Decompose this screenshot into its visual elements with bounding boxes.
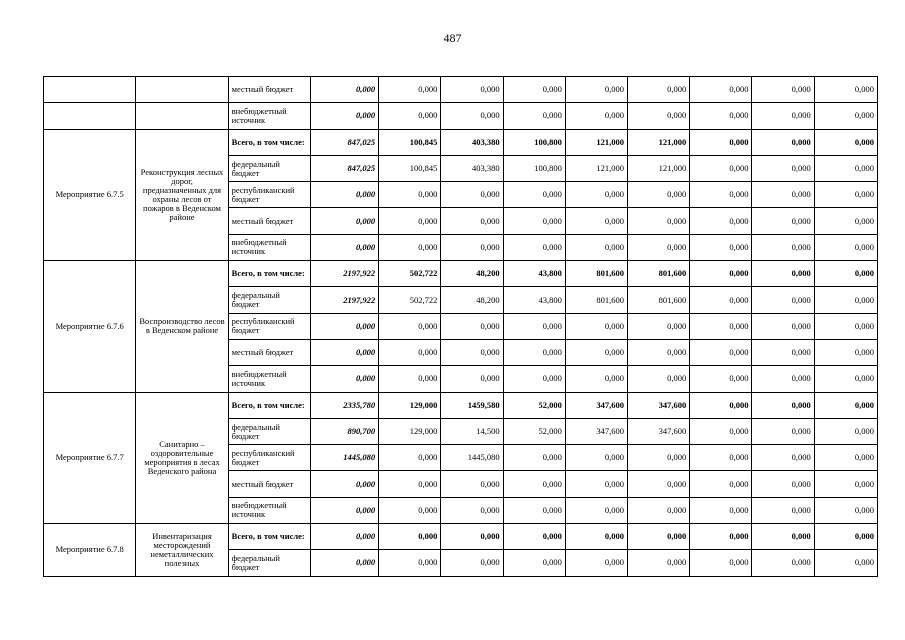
year-value-cell: 129,000 [379,418,441,444]
year-value-cell: 0,000 [814,418,877,444]
total-cell: 890,700 [310,418,378,444]
year-value-cell: 0,000 [565,445,627,471]
year-value-cell: 0,000 [379,313,441,339]
year-value-cell: 0,000 [752,524,814,550]
funding-source-cell: федеральный бюджет [228,550,310,576]
year-value-cell: 0,000 [752,313,814,339]
year-value-cell: 0,000 [379,471,441,497]
total-cell: 0,000 [310,497,378,523]
year-value-cell: 0,000 [814,313,877,339]
year-value-cell: 0,000 [752,392,814,418]
year-value-cell: 100,800 [503,155,565,181]
year-value-cell: 0,000 [690,103,752,129]
year-value-cell: 0,000 [503,234,565,260]
year-value-cell: 0,000 [503,445,565,471]
description-cell: Реконструкция лесных дорог, предназначенных для охраны лесов от пожаров в Веденском районе [136,129,228,260]
year-value-cell: 0,000 [690,497,752,523]
year-value-cell: 0,000 [503,339,565,365]
year-value-cell: 0,000 [814,129,877,155]
year-value-cell: 1445,080 [441,445,503,471]
year-value-cell: 0,000 [690,339,752,365]
year-value-cell: 0,000 [503,550,565,576]
year-value-cell: 0,000 [503,182,565,208]
year-value-cell: 52,000 [503,418,565,444]
year-value-cell: 0,000 [628,445,690,471]
year-value-cell: 0,000 [690,392,752,418]
year-value-cell: 0,000 [503,366,565,392]
year-value-cell: 0,000 [503,208,565,234]
year-value-cell: 121,000 [628,129,690,155]
table-row [44,392,878,418]
year-value-cell: 0,000 [752,471,814,497]
year-value-cell: 0,000 [441,182,503,208]
year-value-cell: 0,000 [690,313,752,339]
year-value-cell: 801,600 [565,287,627,313]
year-value-cell: 0,000 [565,234,627,260]
year-value-cell: 502,722 [379,261,441,287]
year-value-cell: 100,845 [379,155,441,181]
year-value-cell: 0,000 [441,313,503,339]
total-cell: 0,000 [310,234,378,260]
year-value-cell: 14,500 [441,418,503,444]
year-value-cell: 0,000 [752,550,814,576]
page-number: 487 [443,31,462,45]
event-cell [44,77,136,103]
year-value-cell: 0,000 [690,155,752,181]
funding-source-cell: Всего, в том числе: [228,392,310,418]
year-value-cell: 0,000 [814,182,877,208]
year-value-cell: 52,000 [503,392,565,418]
year-value-cell: 0,000 [441,550,503,576]
year-value-cell: 0,000 [690,287,752,313]
year-value-cell: 100,845 [379,129,441,155]
year-value-cell: 0,000 [379,445,441,471]
description-cell: Санитарно – оздоровительные мероприятия в лесах Веденского района [136,392,228,523]
year-value-cell: 0,000 [814,208,877,234]
year-value-cell: 0,000 [565,550,627,576]
funding-source-cell: федеральный бюджет [228,418,310,444]
year-value-cell: 347,600 [628,418,690,444]
year-value-cell: 0,000 [628,497,690,523]
year-value-cell: 0,000 [690,77,752,103]
year-value-cell: 0,000 [441,366,503,392]
year-value-cell: 0,000 [690,550,752,576]
year-value-cell: 0,000 [752,418,814,444]
year-value-cell: 0,000 [379,234,441,260]
funding-source-cell: внебюджетный источник [228,234,310,260]
year-value-cell: 0,000 [814,550,877,576]
year-value-cell: 502,722 [379,287,441,313]
event-cell: Мероприятие 6.7.6 [44,261,136,392]
year-value-cell: 0,000 [814,445,877,471]
funding-source-cell: местный бюджет [228,77,310,103]
year-value-cell: 801,600 [628,261,690,287]
year-value-cell: 0,000 [752,287,814,313]
funding-source-cell: федеральный бюджет [228,287,310,313]
year-value-cell: 0,000 [379,103,441,129]
year-value-cell: 0,000 [565,182,627,208]
funding-source-cell: внебюджетный источник [228,366,310,392]
event-cell: Мероприятие 6.7.8 [44,524,136,577]
total-cell: 0,000 [310,208,378,234]
year-value-cell: 403,380 [441,129,503,155]
funding-source-cell: местный бюджет [228,208,310,234]
year-value-cell: 0,000 [752,339,814,365]
description-cell [136,103,228,129]
year-value-cell: 48,200 [441,261,503,287]
year-value-cell: 0,000 [379,497,441,523]
total-cell: 847,025 [310,129,378,155]
description-cell: Воспроизводство лесов в Веденском районе [136,261,228,392]
year-value-cell: 0,000 [565,77,627,103]
year-value-cell: 0,000 [814,497,877,523]
year-value-cell: 0,000 [628,208,690,234]
funding-source-cell: республиканский бюджет [228,445,310,471]
funding-source-cell: республиканский бюджет [228,313,310,339]
year-value-cell: 0,000 [565,339,627,365]
year-value-cell: 0,000 [814,366,877,392]
year-value-cell: 0,000 [441,471,503,497]
year-value-cell: 0,000 [441,497,503,523]
description-cell [136,77,228,103]
event-cell: Мероприятие 6.7.5 [44,129,136,260]
total-cell: 2197,922 [310,261,378,287]
table-row [44,103,878,129]
year-value-cell: 347,600 [628,392,690,418]
year-value-cell: 0,000 [814,155,877,181]
year-value-cell: 121,000 [565,129,627,155]
total-cell: 0,000 [310,103,378,129]
table-row [44,524,878,550]
year-value-cell: 0,000 [814,392,877,418]
year-value-cell: 0,000 [503,471,565,497]
year-value-cell: 0,000 [565,471,627,497]
year-value-cell: 0,000 [814,471,877,497]
funding-source-cell: внебюджетный источник [228,497,310,523]
year-value-cell: 0,000 [441,339,503,365]
year-value-cell: 0,000 [441,208,503,234]
funding-source-cell: местный бюджет [228,471,310,497]
year-value-cell: 121,000 [628,155,690,181]
year-value-cell: 0,000 [565,103,627,129]
year-value-cell: 0,000 [752,129,814,155]
year-value-cell: 0,000 [503,313,565,339]
description-cell: Инвентаризация месторождений неметаллических полезных [136,524,228,577]
year-value-cell: 0,000 [379,524,441,550]
year-value-cell: 0,000 [379,550,441,576]
total-cell: 0,000 [310,77,378,103]
year-value-cell: 347,600 [565,418,627,444]
year-value-cell: 0,000 [814,77,877,103]
year-value-cell: 403,380 [441,155,503,181]
year-value-cell: 0,000 [752,234,814,260]
year-value-cell: 43,800 [503,261,565,287]
year-value-cell: 0,000 [628,471,690,497]
funding-source-cell: республиканский бюджет [228,182,310,208]
funding-source-cell: федеральный бюджет [228,155,310,181]
year-value-cell: 0,000 [628,103,690,129]
funding-source-cell: Всего, в том числе: [228,524,310,550]
total-cell: 0,000 [310,550,378,576]
year-value-cell: 0,000 [814,103,877,129]
funding-source-cell: внебюджетный источник [228,103,310,129]
year-value-cell: 0,000 [503,103,565,129]
year-value-cell: 0,000 [690,129,752,155]
year-value-cell: 0,000 [814,339,877,365]
event-cell [44,103,136,129]
year-value-cell: 0,000 [752,261,814,287]
year-value-cell: 0,000 [441,103,503,129]
year-value-cell: 0,000 [379,208,441,234]
year-value-cell: 1459,580 [441,392,503,418]
year-value-cell: 0,000 [441,524,503,550]
total-cell: 0,000 [310,471,378,497]
year-value-cell: 0,000 [441,77,503,103]
year-value-cell: 0,000 [441,234,503,260]
year-value-cell: 0,000 [565,524,627,550]
year-value-cell: 0,000 [628,339,690,365]
total-cell: 847,025 [310,155,378,181]
year-value-cell: 0,000 [690,418,752,444]
table-row [44,77,878,103]
table-row [44,261,878,287]
year-value-cell: 0,000 [628,182,690,208]
year-value-cell: 0,000 [690,261,752,287]
total-cell: 0,000 [310,339,378,365]
year-value-cell: 0,000 [503,497,565,523]
year-value-cell: 0,000 [628,366,690,392]
year-value-cell: 0,000 [565,208,627,234]
year-value-cell: 0,000 [503,77,565,103]
year-value-cell: 0,000 [379,77,441,103]
year-value-cell: 801,600 [628,287,690,313]
year-value-cell: 801,600 [565,261,627,287]
year-value-cell: 0,000 [752,445,814,471]
year-value-cell: 129,000 [379,392,441,418]
total-cell: 0,000 [310,313,378,339]
total-cell: 0,000 [310,366,378,392]
year-value-cell: 0,000 [503,524,565,550]
funding-source-cell: Всего, в том числе: [228,129,310,155]
year-value-cell: 0,000 [628,550,690,576]
year-value-cell: 0,000 [690,366,752,392]
year-value-cell: 0,000 [752,208,814,234]
year-value-cell: 347,600 [565,392,627,418]
year-value-cell: 0,000 [628,77,690,103]
year-value-cell: 0,000 [690,208,752,234]
year-value-cell: 0,000 [565,313,627,339]
year-value-cell: 0,000 [690,524,752,550]
year-value-cell: 0,000 [628,313,690,339]
year-value-cell: 121,000 [565,155,627,181]
year-value-cell: 0,000 [379,339,441,365]
total-cell: 2335,780 [310,392,378,418]
year-value-cell: 0,000 [565,366,627,392]
year-value-cell: 0,000 [690,445,752,471]
year-value-cell: 0,000 [814,261,877,287]
year-value-cell: 0,000 [752,497,814,523]
year-value-cell: 0,000 [379,366,441,392]
table-row [44,129,878,155]
year-value-cell: 0,000 [752,77,814,103]
budget-table [43,76,878,577]
year-value-cell: 0,000 [628,234,690,260]
year-value-cell: 0,000 [752,155,814,181]
total-cell: 2197,922 [310,287,378,313]
year-value-cell: 0,000 [814,234,877,260]
year-value-cell: 0,000 [814,287,877,313]
year-value-cell: 0,000 [565,497,627,523]
year-value-cell: 48,200 [441,287,503,313]
year-value-cell: 0,000 [628,524,690,550]
event-cell: Мероприятие 6.7.7 [44,392,136,523]
total-cell: 0,000 [310,182,378,208]
year-value-cell: 0,000 [690,471,752,497]
funding-source-cell: Всего, в том числе: [228,261,310,287]
year-value-cell: 0,000 [379,182,441,208]
year-value-cell: 0,000 [752,103,814,129]
year-value-cell: 0,000 [752,366,814,392]
funding-source-cell: местный бюджет [228,339,310,365]
total-cell: 0,000 [310,524,378,550]
year-value-cell: 0,000 [690,234,752,260]
year-value-cell: 0,000 [752,182,814,208]
year-value-cell: 0,000 [690,182,752,208]
year-value-cell: 100,800 [503,129,565,155]
total-cell: 1445,080 [310,445,378,471]
year-value-cell: 43,800 [503,287,565,313]
year-value-cell: 0,000 [814,524,877,550]
